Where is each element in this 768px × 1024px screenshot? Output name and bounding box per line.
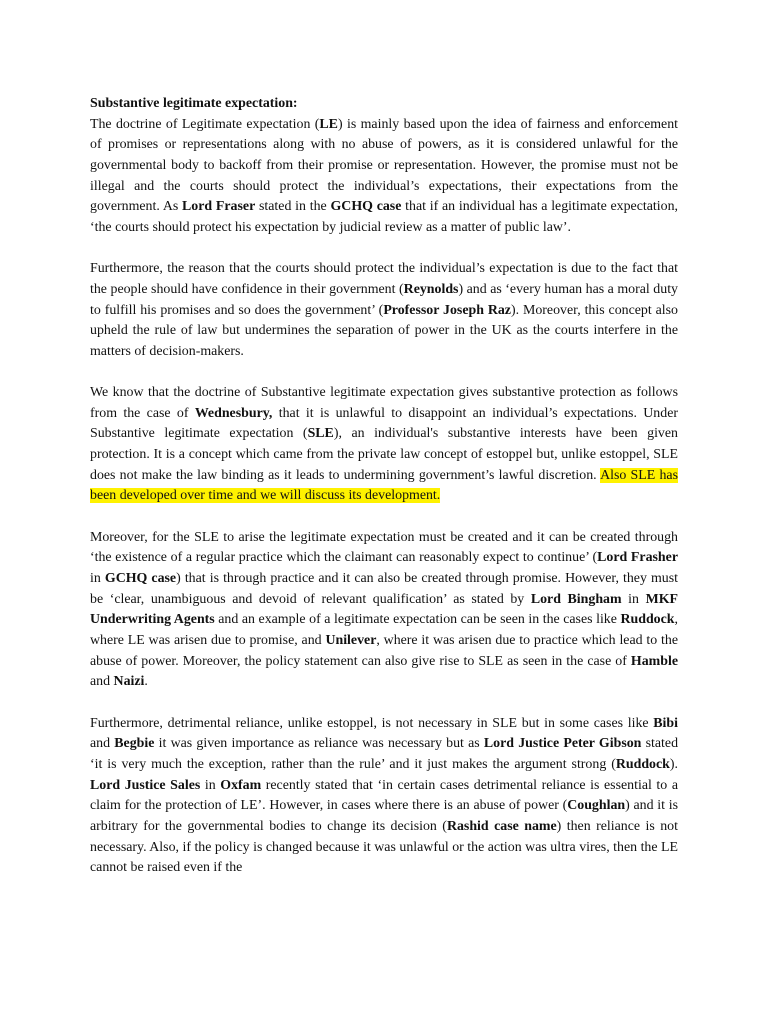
bold-reference: Lord Fraser [182,199,256,215]
text-run: We know that the doctrine of Substantive legitimate expectation gives substantive protection as follows from the case of [90,385,678,421]
section-heading: Substantive legitimate expectation: [90,96,298,111]
text-run: , where it was arisen due to practice which lead to the abuse of power. Moreover, the policy statement can also give rise to SLE as seen in the case of [90,633,679,669]
bold-reference: Lord Frasher [597,550,678,566]
paragraph-4 [90,528,678,693]
bold-reference: Hamble [630,653,678,669]
text-run: stated in the [255,199,331,215]
bold-reference: Oxfam [220,777,262,793]
text-run: in [621,591,646,607]
bold-reference: Reynolds [403,281,459,297]
document-body [90,115,678,879]
paragraph-3 [90,383,678,507]
document-page [90,94,678,900]
bold-reference: GCHQ case [104,571,177,587]
text-run: in [90,571,105,587]
text-run: Moreover, for the SLE to arise the legitimate expectation must be created and it can be created through ‘the existence of a regular practice which the claimant can reasonably expect to continue’ ( [90,529,678,566]
bold-reference: Lord Justice Sales [90,777,201,793]
text-run: The doctrine of Legitimate expectation ( [90,116,320,132]
bold-reference: Lord Bingham [530,591,622,607]
bold-reference: Rashid case name [446,818,557,834]
bold-reference: Ruddock [615,756,670,772]
text-run: Furthermore, detrimental reliance, unlike estoppel, is not necessary in SLE but in some cases like [90,715,654,731]
bold-reference: Wednesbury, [194,405,273,421]
text-run: stated ‘it is very much the exception, rather than the rule’ and it just makes the argument strong ( [90,736,679,772]
bold-reference: Naizi [113,674,145,690]
bold-reference: Bibi [653,715,678,731]
text-run: ), an individual's substantive interests have been given protection. It is a concept which came from the private law concept of estoppel but, unlike estoppel, SLE does not make the law binding as it leads to undermining government’s lawful discretion. [90,426,678,483]
highlighted-text: Also SLE has been developed over time and we will discuss its development. [90,467,678,504]
text-run: ). [669,756,678,772]
text-run: and an example of a legitimate expectation can be seen in the cases like [214,612,621,628]
text-run: and [90,736,115,752]
bold-reference: MKF Underwriting Agents [90,591,678,628]
text-run: in [200,777,221,793]
bold-reference: Ruddock [620,612,675,628]
text-run: and [90,674,114,690]
bold-reference: Coughlan [567,798,626,814]
text-run: it was given importance as reliance was necessary but as [154,736,484,752]
text-run: ) then reliance is not necessary. Also, if the policy is changed because it was unlawful or the action was ultra vires, then the LE cannot be raised even if the [90,818,678,876]
bold-reference: GCHQ case [330,199,402,215]
bold-reference: SLE [307,426,334,442]
text-run: Furthermore, the reason that the courts should protect the individual’s expectation is due to the fact that the people should have confidence in their government ( [90,261,678,297]
bold-reference: Lord Justice Peter Gibson [483,736,642,752]
text-run: recently stated that ‘in certain cases detrimental reliance is essential to a claim for the protection of LE’. However, in cases where there is an abuse of power ( [90,777,678,814]
paragraph-2 [90,259,678,362]
text-run: ) and it is arbitrary for the governmental bodies to change its decision ( [90,798,678,834]
text-run: . [144,674,148,690]
paragraph-1 [90,115,678,239]
text-run: ) and as ‘every human has a moral duty to fulfill his promises and so does the government’ ( [90,281,678,318]
bold-reference: Unilever [325,633,377,649]
bold-reference: LE [319,116,338,132]
text-run: , where LE was arisen due to promise, and [90,612,678,649]
bold-reference: Begbie [114,736,155,752]
paragraph-5 [90,714,678,879]
text-run: ). Moreover, this concept also upheld the rule of law but undermines the separation of power in the UK as the courts interfere in the matters of decision-makers. [90,302,679,359]
text-run: that it is unlawful to disappoint an individual’s expectations. Under Substantive legitimate expectation ( [90,405,678,442]
text-run: that if an individual has a legitimate expectation, ‘the courts should protect his expectation by judicial review as a matter of public law’. [90,199,678,235]
bold-reference: Professor Joseph Raz [383,302,511,318]
text-run: ) that is through practice and it can also be created through promise. However, they must be ‘clear, unambiguous and devoid of relevant qualification’ as stated by [90,571,679,607]
text-run: ) is mainly based upon the idea of fairness and enforcement of promises or representations along with no abuse of powers, as it is considered unlawful for the governmental body to backoff from their promise or representation. However, the promise must not be illegal and the courts should protect the individual’s expectations, their expectations from the government. As [90,116,679,215]
